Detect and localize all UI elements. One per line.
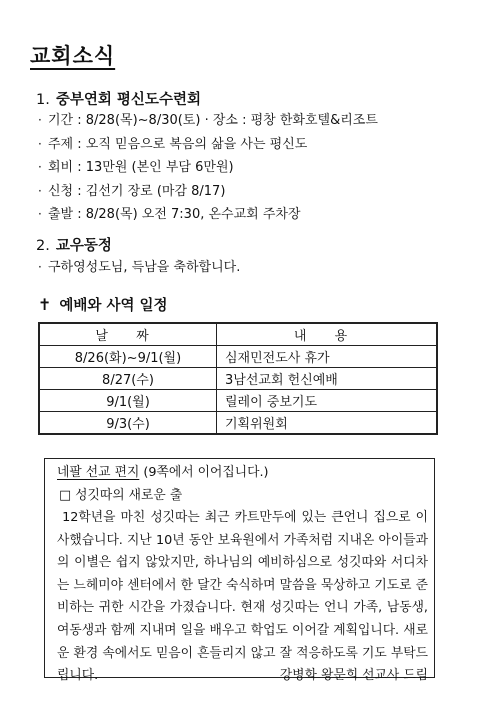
list-item: · 회비 : 13만원 (본인 부담 6만원) [38,156,378,180]
bullet-dot-icon: · [38,136,42,151]
worship-schedule-heading: ✝ 예배와 사역 일정 [38,295,168,314]
table-row [39,412,437,435]
mission-letter-box [44,458,435,684]
list-item: · 출발 : 8/28(목) 오전 7:30, 온수교회 주차장 [38,203,378,227]
worship-schedule-table [38,322,438,435]
table-row [39,368,437,390]
schedule-event: 릴레이 중보기도 [217,390,438,412]
section-heading-retreat [36,88,201,109]
section-number: 1. [36,92,50,108]
bullet-dot-icon: · [38,113,42,127]
page-title: 교회소식 [30,44,116,68]
table-row [39,390,437,412]
letter-body [57,507,428,688]
section-title: 교우동정 [55,238,112,254]
cross-icon: ✝ [38,295,52,314]
schedule-date: 8/27(수) [39,368,217,390]
schedule-date: 8/26(화)~9/1(월) [39,346,217,368]
table-header-row [39,323,437,346]
letter-signature: 강병화 왕문희 선교사 드림 [279,668,428,684]
column-header-date: 날 짜 [39,323,217,346]
retreat-details-list [38,109,378,227]
schedule-event: 심재민전도사 휴가 [217,346,438,368]
schedule-event: 기획위원회 [217,412,438,435]
bullet-dot-icon: · [38,183,42,198]
list-item: · 신청 : 김선기 장로 (마감 8/17) [38,180,378,204]
letter-body-text: 12학년을 마친 성깃따는 최근 카트만두에 있는 큰언니 집으로 이사했습니다. 지난 10년 동안 보육원에서 가족처럼 지내온 아이들과의 이별은 쉽지 않았지만, 하나님의 예비하심으로 성깃따와 서디차는 느헤미야 센터에서 한 달간 숙식하며 말씀을 묵상하고 기도로 준비하는 귀한 시간을 가졌습니다. 현재 성깃따는 언니 가족, 남동생, 여동생과 함께 지내며 일을 배우고 학업도 이어갈 계획입니다. 새로운 환경 속에서도 믿음이 흔들리지 않고 잘 적응하도록 기도 부탁드립니다. [57,510,428,684]
list-item: · 구하영성도님, 득남을 축하합니다. [38,256,240,280]
letter-title: 네팔 선교 편지 [57,465,140,480]
schedule-date: 9/1(월) [39,390,217,412]
table-row [39,346,437,368]
letter-header [57,461,428,485]
schedule-date: 9/3(수) [39,412,217,435]
list-item: · 주제 : 오직 믿음으로 복음의 삶을 사는 평신도 [38,133,378,157]
list-item: · 기간 : 8/28(목)~8/30(토) · 장소 : 평창 한화호텔&리조트 [38,109,378,133]
bullet-dot-icon: · [38,260,42,274]
bullet-dot-icon: · [38,207,42,222]
section-number: 2. [36,238,50,254]
member-news-list [38,256,240,280]
column-header-content: 내 용 [217,323,438,346]
letter-title-note: (9쪽에서 이어집니다.) [143,465,269,480]
letter-subheading: □ 성깃따의 새로운 출 [59,488,183,503]
bullet-dot-icon: · [38,160,42,175]
schedule-event: 3남선교회 헌신예배 [217,368,438,390]
section-heading-member-news [36,234,112,255]
section-title: 중부연회 평신도수련회 [55,92,201,108]
